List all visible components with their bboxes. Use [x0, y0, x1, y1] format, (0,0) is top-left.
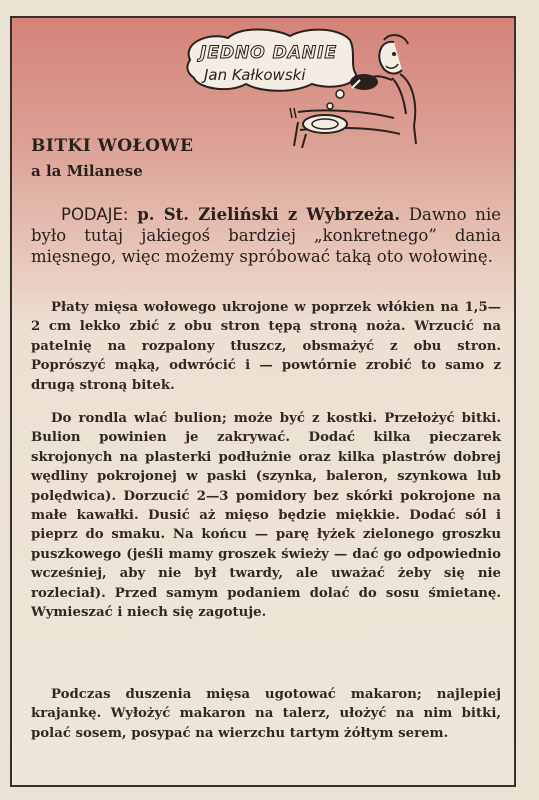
recipe-title: BITKI WOŁOWE — [31, 136, 194, 156]
intro-lead: PODAJE: — [61, 205, 129, 224]
logo-author-name: Jan Kałkowski — [204, 66, 306, 84]
intro-text: Dawno nie było tutaj jakiegoś bardziej „konkretnego” dania mięsnego, więc możemy spróbować taką oto wołowinę. — [31, 205, 501, 266]
recipe-paragraph-3: Podczas duszenia mięsa ugotować makaron; najlepiej krajankę. Wyłożyć makaron na talerz, ułożyć na nim bitki, polać sosem, posypać na wierzchu tartym żółtym serem. — [31, 687, 501, 741]
recipe-paragraph-1: Płaty mięsa wołowego ukrojone w poprzek włókien na 1,5—2 cm lekko zbić z obu stron tępą stroną noża. Wrzucić na patelnię na rozpalony tłuszcz, obsmażyć z obu stron. Poprószyć mąką, odwrócić i — powtórnie zrobić to samo z drugą stroną bitek. — [31, 300, 501, 393]
recipe-subtitle: a la Milanese — [31, 162, 143, 180]
intro-paragraph — [31, 204, 501, 267]
column-logo-illustration — [180, 22, 430, 152]
recipe-paragraph-2: Do rondla wlać bulion; może być z kostki. Przełożyć bitki. Bulion powinien je zakrywać. Dodać kilka pieczarek skrojonych na plasterki podłużnie oraz kilka plastrów dobrej wędliny pokrojonej w paski (szynka, baleron, szynkowa lub polędwica). Dorzucić 2—3 pomidory bez skórki pokrojone na małe kawałki. Dusić aż mięso będzie miękkie. Dodać sól i pieprz do smaku. Na końcu — parę łyżek zielonego groszku puszkowego (jeśli mamy groszek świeży — dać go odpowiednio wcześniej, aby nie był twardy, ale uważać żeby się nie rozleciał). Przed samym podaniem dolać do sosu śmietanę. Wymieszać i niech się zagotuje. — [31, 411, 501, 621]
logo-series-name: JEDNO DANIE — [200, 43, 338, 63]
intro-author: p. St. Zieliński z Wybrzeża. — [137, 205, 401, 224]
